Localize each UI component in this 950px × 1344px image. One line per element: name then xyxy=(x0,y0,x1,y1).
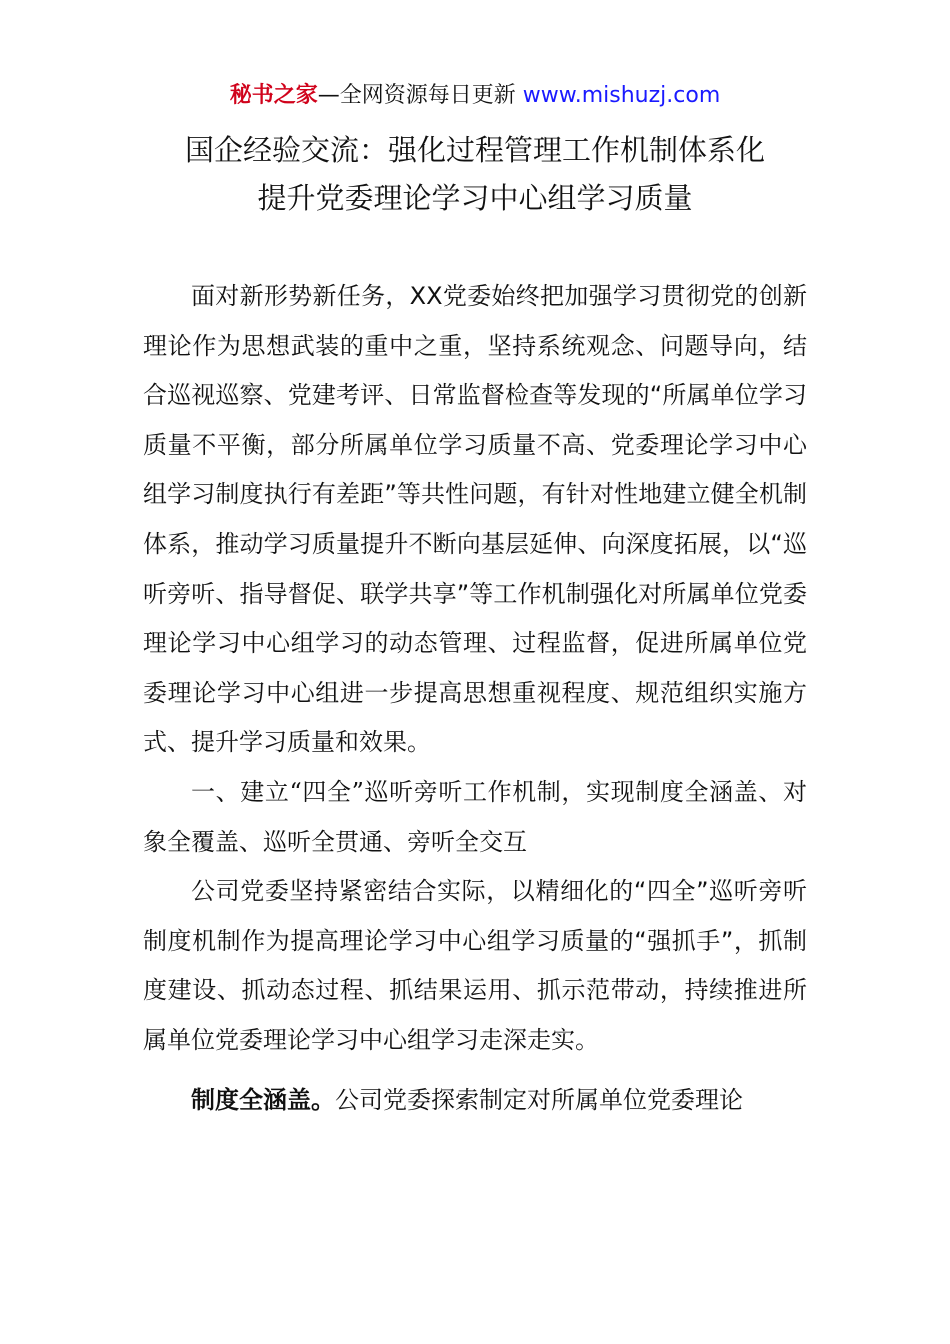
site-header xyxy=(0,80,950,112)
paragraph-lead-bold: 制度全涵盖。 xyxy=(191,1085,335,1114)
title-line-1: 国企经验交流：强化过程管理工作机制体系化 xyxy=(184,133,765,167)
section-heading-1: 一、建立“四全”巡听旁听工作机制，实现制度全涵盖、对象全覆盖、巡听全贯通、旁听全交互 xyxy=(143,777,807,856)
paragraph-lead-text: 公司党委探索制定对所属单位党委理论 xyxy=(335,1085,743,1114)
header-tagline: —全网资源每日更新 xyxy=(317,83,516,108)
brand-name: 秘书之家 xyxy=(229,83,318,108)
paragraph-system-coverage xyxy=(143,1076,807,1126)
document-title xyxy=(0,126,950,222)
paragraph-intro: 面对新形势新任务，XX党委始终把加强学习贯彻党的创新理论作为思想武装的重中之重，坚持系统观念、问题导向，结合巡视巡察、党建考评、日常监督检查等发现的“所属单位学习质量不平衡，部分所属单位学习质量不高、党委理论学习中心组学习制度执行有差距”等共性问题，有针对性地建立健全机制体系，推动学习质量提升不断向基层延伸、向深度拓展，以“巡听旁听、指导督促、联学共享”等工作机制强化对所属单位党委理论学习中心组学习的动态管理、过程监督，促进所属单位党委理论学习中心组进一步提高思想重视程度、规范组织实施方式、提升学习质量和效果。 xyxy=(143,282,807,757)
paragraph-section1-intro: 公司党委坚持紧密结合实际，以精细化的“四全”巡听旁听制度机制作为提高理论学习中心组学习质量的“强抓手”，抓制度建设、抓动态过程、抓结果运用、抓示范带动，持续推进所属单位党委理论学习中心组学习走深走实。 xyxy=(143,877,807,1054)
document-body xyxy=(143,272,807,1125)
title-line-2: 提升党委理论学习中心组学习质量 xyxy=(257,181,693,215)
site-url-link[interactable]: www.mishuzj.com xyxy=(522,83,721,108)
